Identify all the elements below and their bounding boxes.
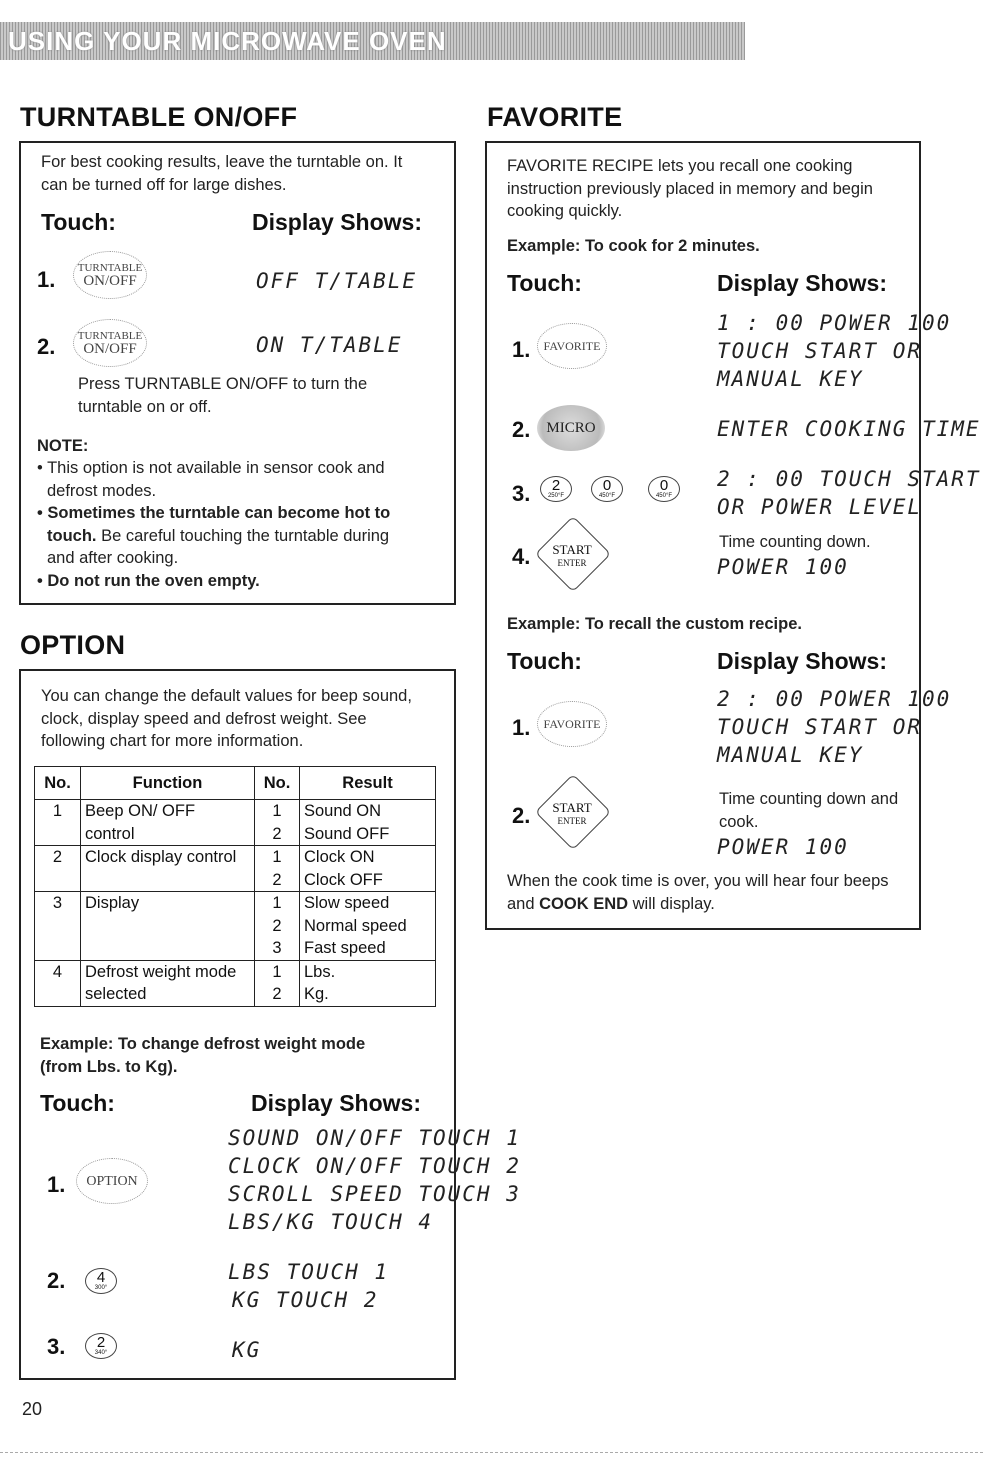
- cell-line: Clock ON: [304, 848, 375, 866]
- key-label: ENTER: [557, 558, 587, 568]
- turntable-onoff-key[interactable]: [73, 251, 147, 299]
- cell-line: 3: [272, 939, 282, 957]
- press-instruction: [78, 373, 367, 418]
- table-header-row: [35, 767, 436, 800]
- cell-line: 2: [272, 824, 282, 843]
- step-number: 3.: [512, 481, 531, 506]
- cell-line: 1: [272, 802, 282, 820]
- display-readout: ON T/TABLE: [256, 333, 403, 357]
- col-header: Result: [300, 767, 436, 800]
- option-example: [40, 1033, 365, 1078]
- cell-no: 1: [35, 800, 81, 846]
- key-sub: 300°: [94, 1285, 108, 1291]
- turntable-onoff-key[interactable]: [73, 319, 147, 367]
- key-label: FAVORITE: [543, 338, 601, 353]
- text-line: turntable on or off.: [78, 397, 212, 416]
- display-line: LBS TOUCH 1: [228, 1260, 390, 1284]
- display-line: CLOCK ON/OFF TOUCH 2: [228, 1154, 521, 1178]
- intro-line: For best cooking results, leave the turntable on. It: [41, 153, 403, 171]
- cell-line: control: [85, 824, 135, 843]
- touch-header: Touch:: [507, 648, 582, 674]
- digit-0-key[interactable]: [591, 476, 623, 502]
- favorite-box: [485, 141, 981, 930]
- cell-line: Lbs.: [304, 962, 336, 981]
- col-header: Function: [81, 767, 255, 800]
- cell-line: 1: [272, 962, 282, 981]
- touch-header: Touch:: [507, 270, 582, 296]
- display-header: Display Shows:: [717, 270, 887, 296]
- note-line: • Sometimes the turntable can become hot to: [37, 504, 391, 522]
- display-header: Display Shows:: [252, 209, 422, 235]
- display-line: MANUAL KEY: [717, 743, 864, 767]
- key-label: START: [552, 542, 592, 557]
- digit-0-key[interactable]: [648, 476, 680, 502]
- display-line: TOUCH START OR: [717, 715, 923, 739]
- digit-2-key[interactable]: [85, 1333, 117, 1359]
- cell-no: 2: [35, 846, 81, 892]
- touch-header: Touch:: [40, 1090, 115, 1116]
- display-line: SOUND ON/OFF TOUCH 1: [228, 1126, 521, 1150]
- step-number: 2.: [512, 803, 531, 828]
- cell-line: Display: [85, 894, 140, 912]
- key-digit: 4: [96, 1269, 106, 1286]
- step-number: 1.: [47, 1172, 66, 1197]
- page-number: 20: [22, 1399, 43, 1419]
- display-line: 2 : 00 POWER 100: [717, 687, 952, 711]
- col-header: No.: [255, 767, 300, 800]
- note-line: • This option is not available in sensor cook and: [37, 459, 385, 477]
- cell-line: Defrost weight mode: [85, 962, 237, 981]
- display-line: OR POWER LEVEL: [717, 495, 923, 519]
- key-label: MICRO: [546, 419, 596, 436]
- option-key[interactable]: [76, 1158, 148, 1204]
- option-title: OPTION: [20, 630, 126, 660]
- note-text: Be careful touching the turntable during: [96, 526, 390, 545]
- step-note: Time counting down.: [719, 533, 871, 551]
- key-label: TURNTABLE: [77, 330, 143, 342]
- step-number: 1.: [512, 715, 531, 740]
- start-enter-key[interactable]: [542, 781, 602, 841]
- key-label: ON/OFF: [83, 273, 137, 289]
- cell-line: Beep ON/ OFF: [85, 802, 196, 820]
- outro-bold: COOK END: [539, 894, 629, 913]
- intro-line: You can change the default values for beep sound,: [41, 687, 412, 705]
- key-sub: 250°F: [547, 493, 565, 499]
- table-row: [35, 892, 436, 961]
- favorite-title: FAVORITE: [487, 102, 623, 132]
- step-number: 4.: [512, 544, 531, 569]
- cell-line: Sound ON: [304, 802, 382, 820]
- display-header: Display Shows:: [717, 648, 887, 674]
- table-row: [35, 846, 436, 892]
- key-digit: 0: [659, 477, 669, 494]
- step-number: 3.: [47, 1334, 66, 1359]
- display-readout: [717, 309, 951, 393]
- section-banner: [0, 22, 745, 60]
- text-line: Press TURNTABLE ON/OFF to turn the: [78, 375, 368, 393]
- favorite-outro: [507, 870, 889, 915]
- note-line: and after cooking.: [47, 549, 179, 567]
- cell-function: [81, 846, 255, 892]
- display-readout: POWER 100: [717, 835, 849, 859]
- display-readout: ENTER COOKING TIME: [717, 417, 981, 441]
- key-sub: 450°F: [655, 493, 673, 499]
- cell-line: [85, 869, 250, 892]
- step-number: 2.: [512, 417, 531, 442]
- cell-result-no: [255, 960, 300, 1006]
- key-sub: 450°F: [598, 493, 616, 499]
- example-line: Example: To change defrost weight mode: [40, 1035, 366, 1053]
- cell-result-no: [255, 800, 300, 846]
- turntable-title: TURNTABLE ON/OFF: [20, 102, 298, 132]
- display-line: KG TOUCH 2: [232, 1288, 379, 1312]
- outro-line: When the cook time is over, you will hear four beeps: [507, 872, 889, 890]
- footer-rule: [0, 1452, 983, 1453]
- outro-line: [507, 893, 889, 916]
- step-number: 2.: [37, 334, 56, 359]
- display-readout: [228, 1258, 389, 1314]
- turntable-box: [19, 141, 456, 605]
- key-label: FAVORITE: [543, 716, 601, 731]
- note-line: [37, 525, 390, 548]
- cell-line: selected: [85, 985, 147, 1003]
- cell-result: [300, 800, 436, 846]
- display-header: Display Shows:: [251, 1090, 421, 1116]
- note-list: [37, 457, 390, 592]
- cell-line: Fast speed: [304, 939, 386, 957]
- cell-line: Normal speed: [304, 916, 407, 935]
- favorite-key[interactable]: [537, 701, 607, 747]
- favorite-example-1: Example: To cook for 2 minutes.: [507, 237, 760, 255]
- step-number: 2.: [47, 1268, 66, 1293]
- cell-line: Clock OFF: [304, 870, 383, 889]
- display-readout: POWER 100: [717, 555, 849, 579]
- note-line: cook.: [719, 812, 759, 831]
- note-line: defrost modes.: [47, 481, 157, 500]
- display-readout: [228, 1124, 521, 1236]
- cell-result-no: [255, 892, 300, 961]
- cell-line: Kg.: [304, 985, 329, 1003]
- intro-line: can be turned off for large dishes.: [41, 175, 287, 194]
- display-line: MANUAL KEY: [717, 367, 864, 391]
- cell-result: [300, 960, 436, 1006]
- key-label: OPTION: [86, 1173, 138, 1189]
- cell-function: [81, 892, 255, 961]
- cell-line: 1: [272, 848, 282, 866]
- key-label: TURNTABLE: [77, 262, 143, 274]
- key-label: START: [552, 800, 592, 815]
- key-digit: 0: [602, 477, 612, 494]
- intro-line: following chart for more information.: [41, 732, 304, 750]
- option-table: [34, 766, 436, 1007]
- cell-result-no: [255, 846, 300, 892]
- display-line: LBS/KG TOUCH 4: [228, 1210, 434, 1234]
- cell-line: 2: [272, 916, 282, 935]
- col-header: No.: [35, 767, 81, 800]
- display-readout: KG: [232, 1338, 262, 1362]
- banner-text: USING YOUR MICROWAVE OVEN: [8, 25, 447, 56]
- intro-line: instruction previously placed in memory and begin: [507, 179, 873, 198]
- table-row: [35, 960, 436, 1006]
- cell-line: Sound OFF: [304, 824, 390, 843]
- start-enter-key[interactable]: [542, 523, 602, 583]
- note-label: NOTE:: [37, 437, 89, 455]
- key-label: ON/OFF: [83, 341, 137, 357]
- favorite-example-2: Example: To recall the custom recipe.: [507, 615, 802, 633]
- note-line: Time counting down and: [719, 790, 899, 808]
- key-label: ENTER: [557, 816, 587, 826]
- cell-result: [300, 892, 436, 961]
- outro-text: and: [507, 894, 540, 913]
- cell-line: 2: [272, 870, 282, 889]
- option-intro: [41, 685, 412, 753]
- display-readout: OFF T/TABLE: [256, 269, 418, 293]
- turntable-intro: [41, 151, 402, 196]
- cell-line: 1: [272, 894, 282, 912]
- display-line: 2 : 00 TOUCH START: [717, 467, 981, 491]
- step-number: 1.: [37, 267, 56, 292]
- favorite-key[interactable]: [537, 323, 607, 369]
- note-bold: touch.: [47, 526, 97, 545]
- digit-2-key[interactable]: [540, 476, 572, 502]
- key-sub: 340°: [94, 1350, 108, 1356]
- cell-function: [81, 960, 255, 1006]
- intro-line: cooking quickly.: [507, 202, 623, 220]
- intro-line: clock, display speed and defrost weight. See: [41, 709, 367, 728]
- cell-line: Clock display control: [85, 848, 237, 866]
- example-line: (from Lbs. to Kg).: [40, 1057, 178, 1076]
- step-number: 1.: [512, 337, 531, 362]
- step-note: [719, 788, 898, 833]
- cell-line: 2: [272, 985, 282, 1003]
- display-readout: [717, 685, 951, 769]
- cell-no: 4: [35, 960, 81, 1006]
- cell-no: 3: [35, 892, 81, 961]
- display-line: TOUCH START OR: [717, 339, 923, 363]
- touch-header: Touch:: [41, 209, 116, 235]
- display-readout: [717, 465, 981, 521]
- cell-result: [300, 846, 436, 892]
- note-line: • Do not run the oven empty.: [37, 571, 260, 590]
- display-line: 1 : 00 POWER 100: [717, 311, 952, 335]
- key-digit: 2: [551, 477, 561, 494]
- table-row: [35, 800, 436, 846]
- key-digit: 2: [96, 1334, 106, 1351]
- outro-text: will display.: [628, 894, 715, 913]
- digit-4-key[interactable]: [85, 1268, 117, 1294]
- micro-key[interactable]: [537, 405, 605, 451]
- cell-function: [81, 800, 255, 846]
- cell-line: Slow speed: [304, 894, 390, 912]
- intro-line: FAVORITE RECIPE lets you recall one cooking: [507, 157, 853, 175]
- favorite-intro: [507, 155, 873, 223]
- display-line: SCROLL SPEED TOUCH 3: [228, 1182, 521, 1206]
